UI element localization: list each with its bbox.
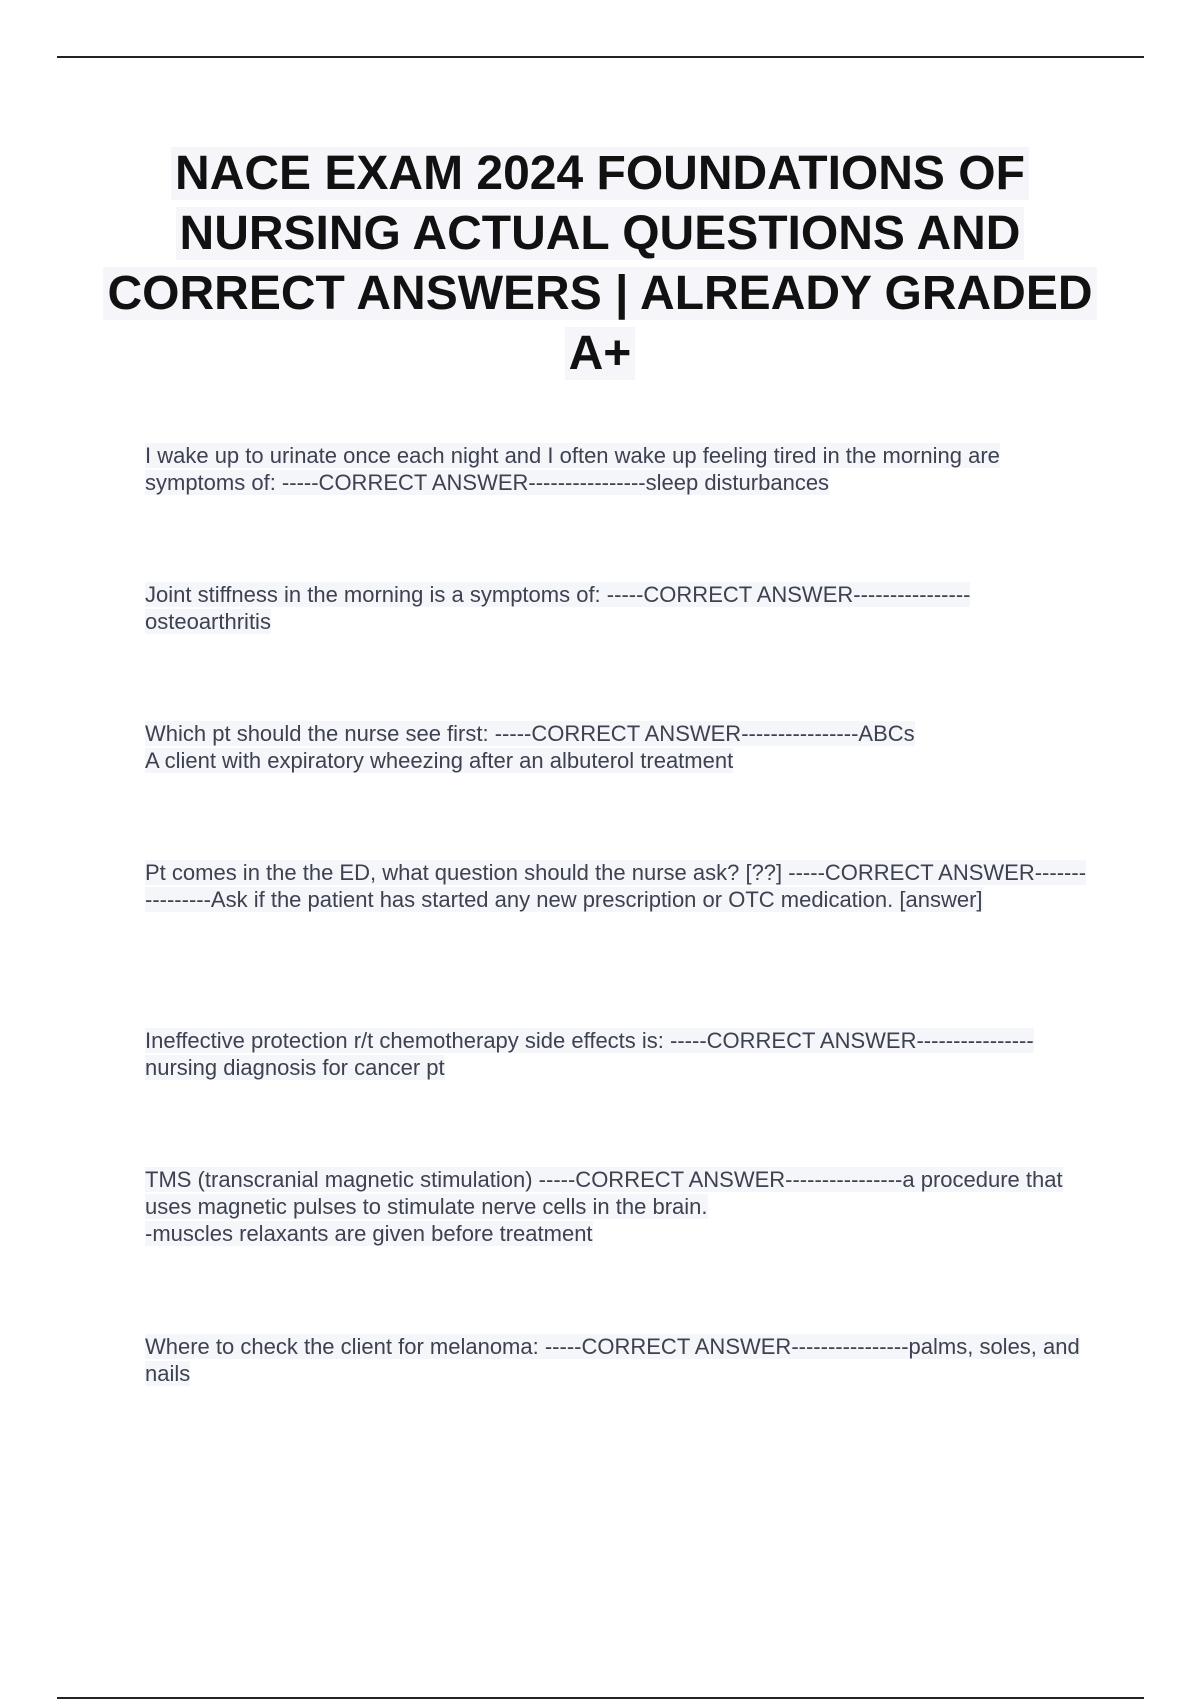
bottom-rule: [57, 1697, 1144, 1699]
qa-item-3: Which pt should the nurse see first: -----CORRECT ANSWER----------------ABCs A client with expiratory wheezing after an albuterol treatment: [145, 721, 915, 773]
qa-item-4: Pt comes in the the ED, what question should the nurse ask? [??] -----CORRECT ANSWER----------------Ask if the patient has started any new prescription or OTC medication. [answer]: [145, 860, 1087, 912]
qa-item-6: TMS (transcranial magnetic stimulation) -----CORRECT ANSWER----------------a procedure that uses magnetic pulses to stimulate nerve cells in the brain. -muscles relaxants are given before treatment: [145, 1167, 1063, 1246]
document-title: NACE EXAM 2024 FOUNDATIONS OF NURSING ACTUAL QUESTIONS AND CORRECT ANSWERS | ALREADY GRADED A+: [100, 144, 1100, 384]
qa-item-1: I wake up to urinate once each night and I often wake up feeling tired in the morning are symptoms of: -----CORRECT ANSWER----------------sleep disturbances: [145, 443, 1000, 495]
top-rule: [57, 56, 1144, 58]
qa-item-2: Joint stiffness in the morning is a symptoms of: -----CORRECT ANSWER---------------- osteoarthritis: [145, 582, 971, 634]
qa-item-7: Where to check the client for melanoma: -----CORRECT ANSWER----------------palms, soles, and nails: [145, 1334, 1080, 1386]
qa-item-5: Ineffective protection r/t chemotherapy side effects is: -----CORRECT ANSWER----------------nursing diagnosis for cancer pt: [145, 1028, 1034, 1080]
